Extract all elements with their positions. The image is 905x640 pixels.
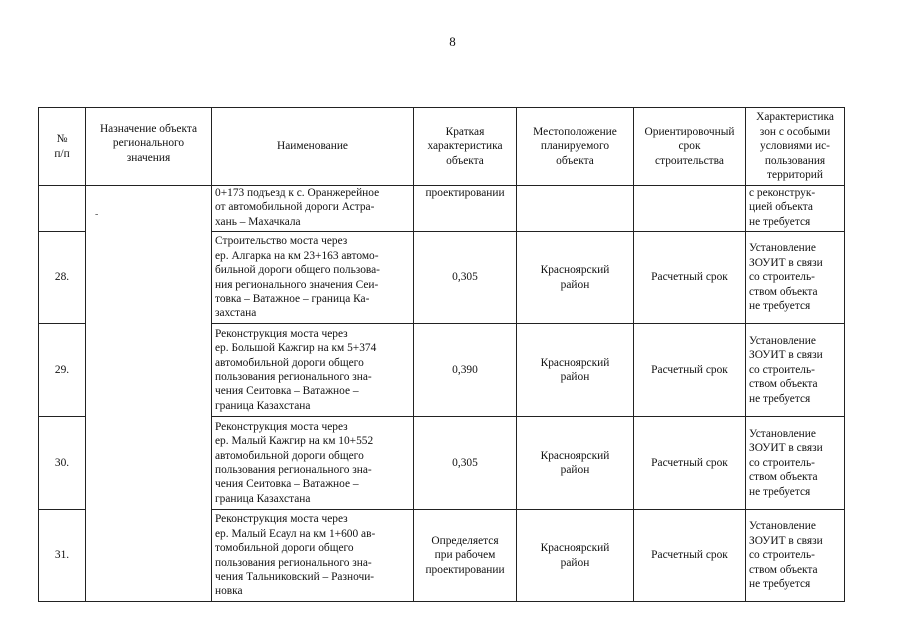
cell-term: Расчетный срок xyxy=(634,510,746,602)
cell-name: Реконструкция моста через ер. Малый Есаул на км 1+600 ав- томобильной дороги общего пользования регионального зна- чения Тальниковский – Разночи- новка xyxy=(212,510,414,602)
cell-zones: Установление ЗОУИТ в связи со строитель- ством объекта не требуется xyxy=(746,232,845,324)
planned-objects-table xyxy=(38,107,845,602)
cell-term: Расчетный срок xyxy=(634,324,746,417)
cell-num: 29. xyxy=(39,324,86,417)
header-zones: Характеристика зон с особыми условиями ис- пользования территорий xyxy=(746,108,845,186)
cell-zones: с реконструк- цией объекта не требуется xyxy=(746,186,845,232)
header-num: № п/п xyxy=(39,108,86,186)
cell-name: Реконструкция моста через ер. Малый Кажгир на км 10+552 автомобильной дороги общего пользования регионального зна- чения Сеитовка – Ватажное – граница Казахстана xyxy=(212,417,414,510)
cell-term xyxy=(634,186,746,232)
cell-location: Красноярский район xyxy=(517,324,634,417)
cell-zones: Установление ЗОУИТ в связи со строитель- ством объекта не требуется xyxy=(746,324,845,417)
cell-term: Расчетный срок xyxy=(634,417,746,510)
cell-num: 31. xyxy=(39,510,86,602)
cell-num: 30. xyxy=(39,417,86,510)
cell-location xyxy=(517,186,634,232)
header-location: Местоположение планируемого объекта xyxy=(517,108,634,186)
cell-characteristic: 0,305 xyxy=(414,417,517,510)
page-number: 8 xyxy=(449,34,456,49)
cell-purpose-merged xyxy=(86,186,212,602)
header-purpose: Назначение объекта регионального значения xyxy=(86,108,212,186)
cell-zones: Установление ЗОУИТ в связи со строитель- ством объекта не требуется xyxy=(746,417,845,510)
cell-location: Красноярский район xyxy=(517,232,634,324)
cell-num: 28. xyxy=(39,232,86,324)
cell-characteristic: 0,390 xyxy=(414,324,517,417)
cell-location: Красноярский район xyxy=(517,510,634,602)
cell-location: Красноярский район xyxy=(517,417,634,510)
purpose-mark: - xyxy=(95,209,99,220)
cell-zones: Установление ЗОУИТ в связи со строитель- ством объекта не требуется xyxy=(746,510,845,602)
cell-name: Строительство моста через ер. Алгарка на км 23+163 автомо- бильной дороги общего пользова- ния регионального значения Сеи- товка – Ватажное – граница Ка- захстана xyxy=(212,232,414,324)
table-row-continuation xyxy=(39,186,845,232)
cell-term: Расчетный срок xyxy=(634,232,746,324)
table-header-row xyxy=(39,108,845,186)
header-name: Наименование xyxy=(212,108,414,186)
cell-name: Реконструкция моста через ер. Большой Кажгир на км 5+374 автомобильной дороги общего пользования регионального зна- чения Сеитовка – Ватажное – граница Казахстана xyxy=(212,324,414,417)
cell-characteristic: 0,305 xyxy=(414,232,517,324)
cell-num xyxy=(39,186,86,232)
header-term: Ориентировочный срок строительства xyxy=(634,108,746,186)
cell-characteristic: Определяется при рабочем проектировании xyxy=(414,510,517,602)
cell-characteristic: проектировании xyxy=(414,186,517,232)
cell-name: 0+173 подъезд к с. Оранжерейное от автомобильной дороги Астра- хань – Махачкала xyxy=(212,186,414,232)
header-characteristic: Краткая характеристика объекта xyxy=(414,108,517,186)
